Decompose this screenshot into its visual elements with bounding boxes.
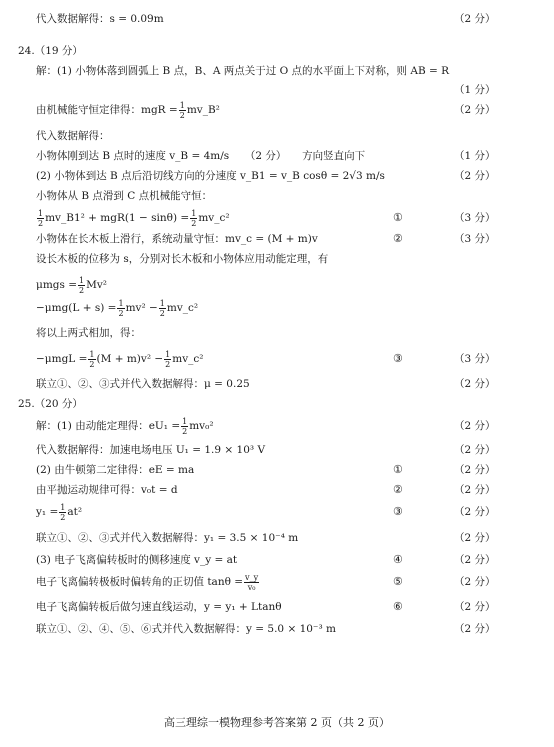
score-points: （2 分） [454, 104, 496, 116]
score-points: （1 分） [454, 84, 496, 96]
answer-line [0, 275, 554, 295]
equation-number: ① [393, 211, 403, 224]
answer-line [0, 480, 554, 500]
answer-line [0, 440, 554, 460]
score-points: （2 分） [454, 623, 496, 635]
answer-line [0, 374, 554, 394]
score-points: （2 分） [454, 554, 496, 566]
fraction-numerator: v_y [245, 572, 259, 582]
formula-text: 电子飞离偏转极板时偏转角的正切值 tanθ = [36, 576, 244, 588]
answer-line [0, 186, 554, 206]
score-points: （2 分） [454, 601, 496, 613]
fraction [78, 276, 85, 295]
line-text: 由平抛运动规律可得：v₀t = d [36, 484, 178, 496]
line-text: (3) 电子飞离偏转板时的侧移速度 v_y = at [36, 554, 238, 566]
line-text [36, 502, 82, 522]
fraction-numerator: 1 [159, 298, 165, 308]
line-text: 小物体从 B 点滑到 C 点机械能守恒： [36, 190, 213, 202]
score-points: （3 分） [454, 212, 496, 224]
fraction-denominator: 2 [182, 426, 188, 436]
fraction-denominator: 2 [118, 308, 124, 318]
line-text [36, 208, 230, 228]
line-text [36, 298, 198, 318]
equation-number: ① [393, 463, 403, 476]
formula-text: mv_c² [198, 212, 230, 224]
fraction-denominator: 2 [79, 285, 85, 295]
line-text: (2) 小物体到达 B 点后沿切线方向的分速度 v_B1 = v_B cosθ = 2√3 m/s [36, 170, 385, 182]
line-text [36, 572, 260, 592]
line-text: 联立①、②、④、⑤、⑥式并代入数据解得：y = 5.0 × 10⁻³ m [36, 623, 336, 635]
score-points: （2 分） [454, 444, 496, 456]
score-points: （3 分） [454, 233, 496, 245]
answer-line [0, 502, 554, 522]
answer-line [0, 298, 554, 318]
formula-text: mv_c² [166, 302, 199, 314]
line-text: 代入数据解得：s = 0.09m [36, 13, 164, 25]
equation-number: ③ [393, 352, 403, 365]
line-text [36, 349, 204, 369]
score-points: （3 分） [454, 353, 496, 365]
answer-line [0, 61, 554, 81]
answer-line [0, 597, 554, 617]
line-text [36, 416, 214, 436]
fraction-numerator: 1 [60, 502, 66, 512]
answer-line [0, 166, 554, 186]
formula-text: Mv² [86, 279, 108, 291]
line-text: 代入数据解得： [36, 130, 110, 142]
page-footer: 高三理综一模物理参考答案第 2 页（共 2 页） [164, 716, 390, 729]
fraction-denominator: 2 [89, 359, 95, 369]
fraction [164, 350, 171, 369]
line-text: 解：(1) 小物体落到圆弧上 B 点，B、A 两点关于过 O 点的水平面上下对称，则 AB = R [36, 65, 450, 77]
fraction-numerator: 1 [179, 100, 185, 110]
fraction [179, 101, 186, 120]
answer-line [0, 323, 554, 343]
answer-line [0, 126, 554, 146]
score-points: （2 分） [454, 13, 496, 25]
formula-text: −μmg(L + s) = [36, 302, 117, 314]
score-points: （2 分） [454, 378, 496, 390]
score-points: （1 分） [454, 150, 496, 162]
score-points: （2 分） [454, 420, 496, 432]
formula-text: at² [67, 506, 83, 518]
fraction-numerator: 1 [118, 298, 124, 308]
fraction-numerator: 1 [79, 275, 85, 285]
answer-line [0, 619, 554, 639]
formula-text: mv_c² [172, 353, 204, 365]
formula-text: mv_B² [186, 104, 220, 116]
fraction [37, 209, 44, 228]
fraction [190, 209, 197, 228]
line-text: 联立①、②、③式并代入数据解得：μ = 0.25 [36, 378, 250, 390]
fraction-denominator: 2 [165, 359, 171, 369]
formula-text: mv² − [125, 302, 158, 314]
fraction-numerator: 1 [182, 416, 188, 426]
answer-line [0, 9, 554, 29]
line-text: 代入数据解得：加速电场电压 U₁ = 1.9 × 10³ V [36, 444, 266, 456]
fraction [181, 417, 188, 436]
answer-line [0, 460, 554, 480]
equation-number: ② [393, 232, 403, 245]
equation-number: ⑤ [393, 575, 403, 588]
fraction-denominator: 2 [159, 308, 165, 318]
line-text: (2) 由牛顿第二定律得：eE = ma [36, 464, 195, 476]
score-points: （2 分） [454, 506, 496, 518]
answer-line [0, 208, 554, 228]
line-text: 将以上两式相加，得： [36, 327, 141, 339]
formula-text: 由机械能守恒定律得：mgR = [36, 104, 178, 116]
fraction-numerator: 1 [38, 208, 44, 218]
equation-number: ③ [393, 505, 403, 518]
formula-text: 解：(1) 由动能定理得：eU₁ = [36, 420, 181, 432]
answer-line [0, 229, 554, 249]
line-text: 小物体在长木板上滑行，系统动量守恒：mv_c = (M + m)v [36, 233, 318, 245]
score-points: （2 分） [454, 170, 496, 182]
line-text: 小物体刚到达 B 点时的速度 v_B = 4m/s （2 分） 方向竖直向下 [36, 150, 366, 162]
line-text [36, 100, 220, 120]
formula-text: μmgs = [36, 279, 78, 291]
answer-line [0, 80, 554, 100]
line-text: 电子飞离偏转板后做匀速直线运动，y = y₁ + Ltanθ [36, 601, 282, 613]
answer-line [0, 550, 554, 570]
answer-line [0, 41, 554, 61]
formula-text: mv_B1² + mgR(1 − sinθ) = [45, 212, 190, 224]
formula-text: (M + m)v² − [96, 353, 164, 365]
fraction-denominator: 2 [38, 218, 44, 228]
formula-text: y₁ = [36, 506, 59, 518]
fraction-numerator: 1 [165, 349, 171, 359]
fraction-numerator: 1 [89, 349, 95, 359]
fraction [59, 503, 66, 522]
line-text: 24.（19 分） [18, 45, 83, 57]
formula-text: mv₀² [189, 420, 214, 432]
fraction [244, 573, 259, 592]
answer-line [0, 349, 554, 369]
equation-number: ② [393, 483, 403, 496]
line-text [36, 275, 107, 295]
answer-line [0, 146, 554, 166]
line-text: 25.（20 分） [18, 398, 83, 410]
fraction-numerator: 1 [191, 208, 197, 218]
fraction-denominator: 2 [191, 218, 197, 228]
score-points: （2 分） [454, 484, 496, 496]
answer-line [0, 416, 554, 436]
equation-number: ④ [393, 553, 403, 566]
fraction-denominator: 2 [179, 110, 185, 120]
answer-line [0, 394, 554, 414]
score-points: （2 分） [454, 532, 496, 544]
score-points: （2 分） [454, 464, 496, 476]
answer-line [0, 100, 554, 120]
fraction [88, 350, 95, 369]
fraction [159, 299, 166, 318]
line-text: 联立①、②、③式并代入数据解得：y₁ = 3.5 × 10⁻⁴ m [36, 532, 299, 544]
answer-line [0, 528, 554, 548]
fraction-denominator: 2 [60, 512, 66, 522]
fraction-denominator: v₀ [247, 582, 256, 592]
score-points: （2 分） [454, 576, 496, 588]
line-text: 设长木板的位移为 s，分别对长木板和小物体应用动能定理，有 [36, 253, 329, 265]
answer-line [0, 249, 554, 269]
answer-line [0, 572, 554, 592]
fraction [117, 299, 124, 318]
formula-text: −μmgL = [36, 353, 88, 365]
equation-number: ⑥ [393, 600, 403, 613]
